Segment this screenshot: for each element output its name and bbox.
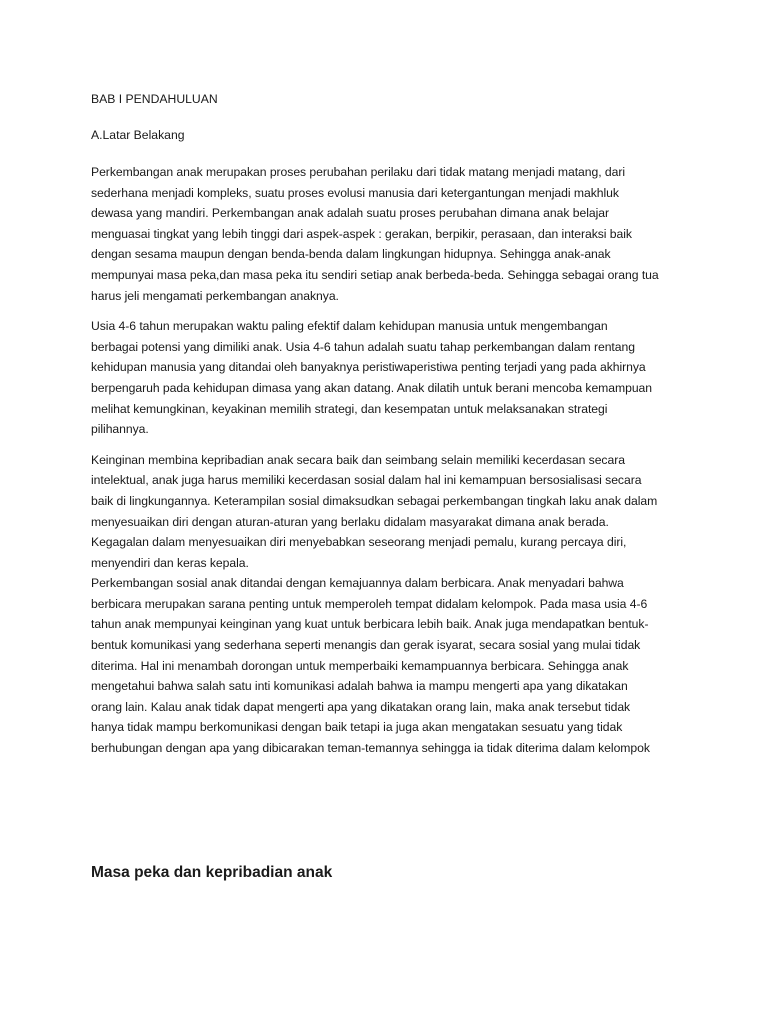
subsection-heading: Masa peka dan kepribadian anak bbox=[91, 864, 333, 881]
chapter-title: BAB I PENDAHULUAN bbox=[91, 92, 218, 106]
paragraph-line: berhubungan dengan apa yang dibicarakan teman-temannya sehingga ia tidak diterima dalam kelompok bbox=[91, 741, 650, 756]
paragraph-line: menyendiri dan keras kepala. bbox=[91, 555, 249, 570]
paragraph-line: mengetahui bahwa salah satu inti komunikasi adalah bahwa ia mampu mengerti apa yang dikatakan bbox=[91, 679, 628, 694]
paragraph-line: berbagai potensi yang dimiliki anak. Usia 4-6 tahun adalah suatu tahap perkembangan dalam rentang bbox=[91, 339, 635, 354]
paragraph-line: pilihannya. bbox=[91, 422, 149, 437]
paragraph-line: harus jeli mengamati perkembangan anaknya. bbox=[91, 288, 339, 303]
paragraph-line: diterima. Hal ini menambah dorongan untuk memperbaiki kemampuannya berbicara. Sehingga anak bbox=[91, 658, 629, 673]
paragraph-line: Kegagalan dalam menyesuaikan diri menyebabkan seseorang menjadi pemalu, kurang percaya diri, bbox=[91, 535, 627, 550]
paragraph-line: dewasa yang mandiri. Perkembangan anak adalah suatu proses perubahan dimana anak belajar bbox=[91, 206, 609, 221]
paragraph-line: menguasai tingkat yang lebih tinggi dari aspek-aspek : gerakan, berpikir, perasaan, dan interaksi baik bbox=[91, 226, 632, 241]
paragraph-line: Perkembangan anak merupakan proses perubahan perilaku dari tidak matang menjadi matang, dari bbox=[91, 165, 626, 179]
paragraph-line: kehidupan manusia yang ditandai oleh banyaknya peristiwaperistiwa penting terjadi yang pada akhirnya bbox=[91, 360, 646, 375]
paragraph bbox=[91, 450, 691, 574]
paragraph-line: sederhana menjadi kompleks, suatu proses evolusi manusia dari ketergantungan menjadi makhluk bbox=[91, 185, 619, 200]
paragraph-line: berpengaruh pada kehidupan dimasa yang akan datang. Anak dilatih untuk berani mencoba kemampuan bbox=[91, 380, 653, 395]
paragraph-line: hanya tidak mampu berkomunikasi dengan baik tetapi ia juga akan mengatakan sesuatu yang tidak bbox=[91, 720, 623, 735]
section-title: A.Latar Belakang bbox=[91, 128, 185, 142]
paragraph-line: intelektual, anak juga harus memiliki kecerdasan sosial dalam hal ini kemampuan bersosialisasi secara bbox=[91, 473, 642, 488]
paragraph-line: bentuk komunikasi yang sederhana seperti menangis dan gerak isyarat, secara sosial yang mulai tidak bbox=[91, 638, 641, 653]
paragraph-line: tahun anak mempunyai keinginan yang kuat untuk berbicara lebih baik. Anak juga mendapatkan bentuk- bbox=[91, 617, 649, 632]
paragraph-line: orang lain. Kalau anak tidak dapat mengerti apa yang dikatakan orang lain, maka anak tersebut tidak bbox=[91, 699, 631, 714]
document-body bbox=[91, 90, 691, 759]
paragraph-line: baik di lingkungannya. Keterampilan sosial dimaksudkan sebagai perkembangan tingkah laku anak dalam bbox=[91, 493, 658, 508]
paragraph-line: dengan sesama maupun dengan benda-benda dalam lingkungan hidupnya. Sehingga anak-anak bbox=[91, 247, 611, 262]
paragraph-line: mempunyai masa peka,dan masa peka itu sendiri setiap anak berbeda-beda. Sehingga sebagai orang tua bbox=[91, 267, 659, 282]
paragraph-line: berbicara merupakan sarana penting untuk memperoleh tempat didalam kelompok. Pada masa usia 4-6 bbox=[91, 596, 648, 611]
paragraph-line: Usia 4-6 tahun merupakan waktu paling efektif dalam kehidupan manusia untuk mengembangan bbox=[91, 319, 608, 334]
paragraph-line: melihat kemungkinan, keyakinan memilih strategi, dan kesempatan untuk melaksanakan strategi bbox=[91, 401, 608, 416]
paragraph-line: Perkembangan sosial anak ditandai dengan kemajuannya dalam berbicara. Anak menyadari bahwa bbox=[91, 576, 624, 591]
paragraph-line: menyesuaikan diri dengan aturan-aturan yang berlaku didalam masyarakat dimana anak berada. bbox=[91, 514, 609, 529]
paragraph-line: Keinginan membina kepribadian anak secara baik dan seimbang selain memiliki kecerdasan secara bbox=[91, 452, 625, 467]
paragraph bbox=[91, 573, 691, 758]
paragraph bbox=[91, 162, 691, 306]
paragraph bbox=[91, 316, 691, 440]
